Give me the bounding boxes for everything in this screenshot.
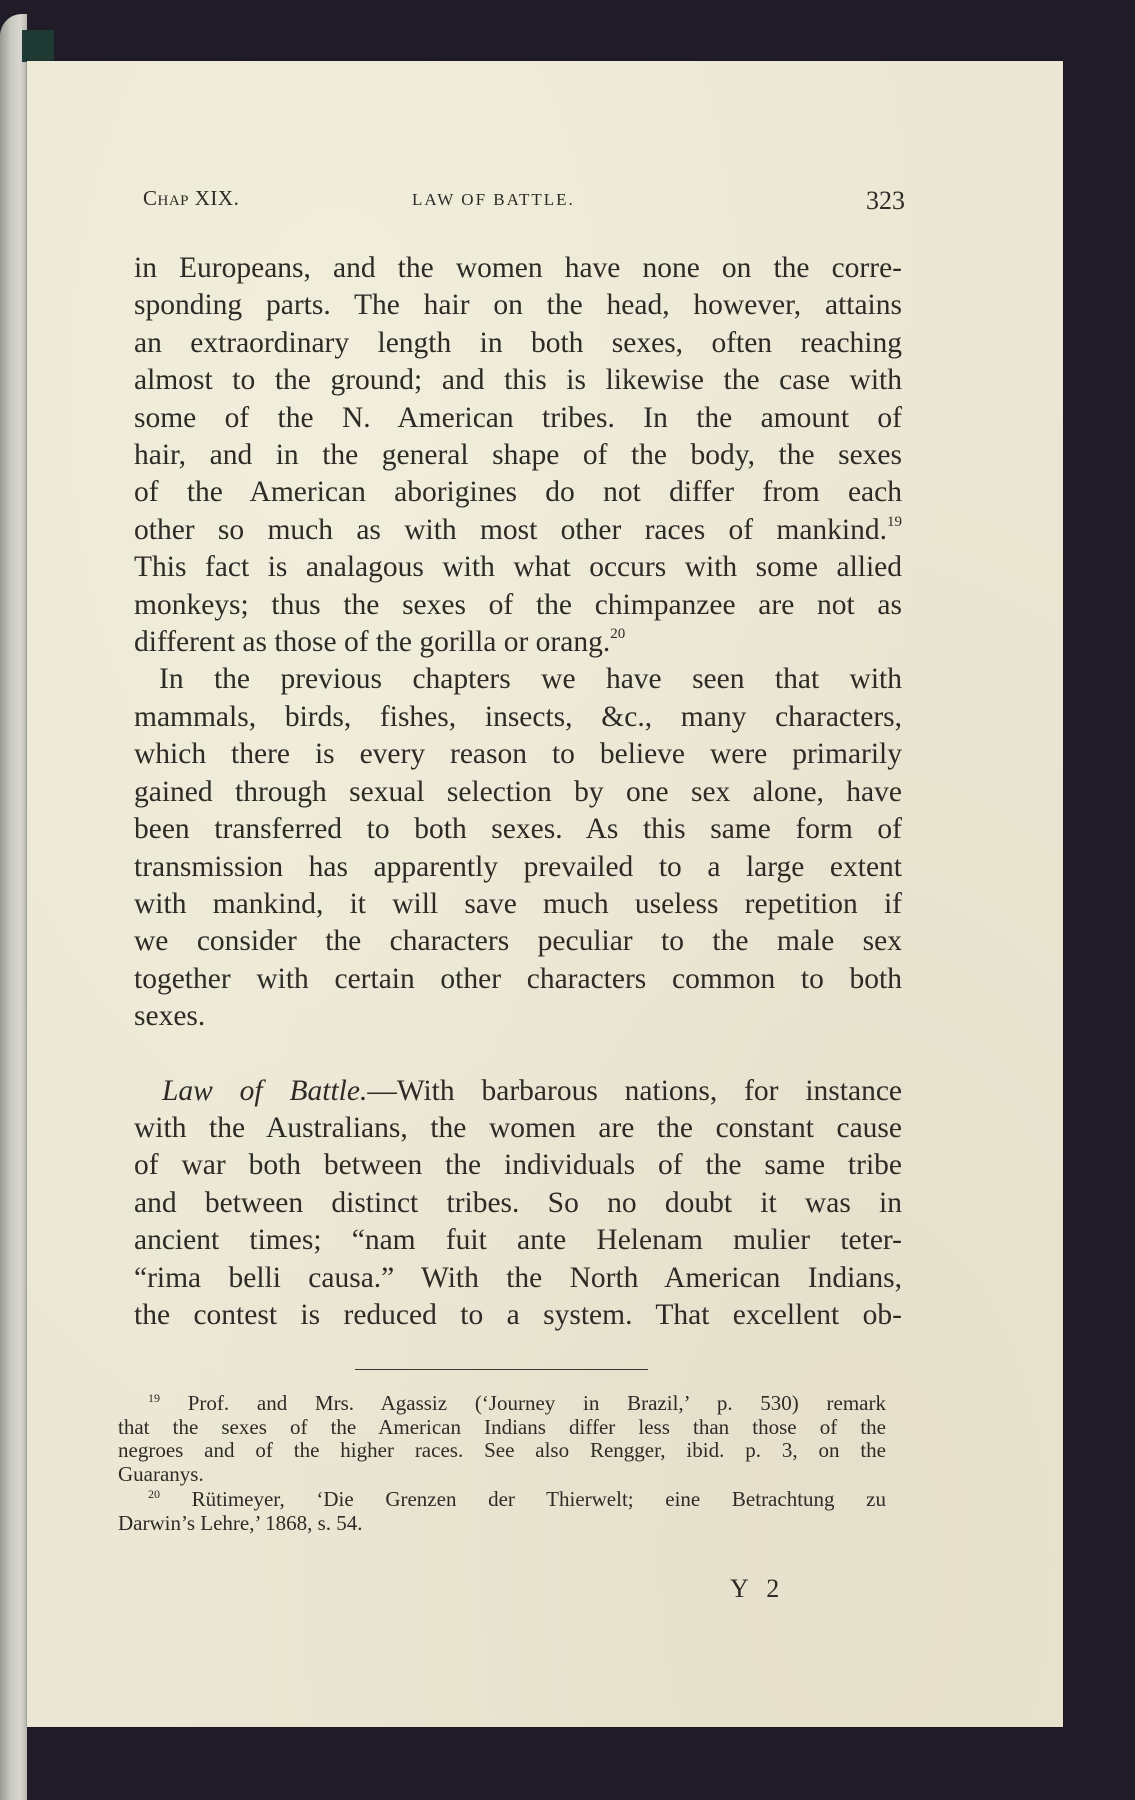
running-head (143, 186, 905, 216)
footnote-number: 19 (148, 1391, 160, 1405)
text-line: with the Australians, the women are the constant cause (134, 1111, 902, 1144)
text-line (134, 512, 902, 549)
text-line: almost to the ground; and this is likewise the case with (134, 364, 902, 397)
footnote-text: Rütimeyer, ‘Die Grenzen der Thierwelt; eine Betrachtung zu (191, 1487, 886, 1511)
text-line: sponding parts. The hair on the head, however, attains (134, 289, 902, 322)
text-line (134, 624, 902, 661)
paragraph (134, 661, 902, 1035)
footnote (118, 1392, 886, 1486)
text-line: monkeys; thus the sexes of the chimpanzee are not as (134, 588, 902, 621)
text-line-content: other so much as with most other races of mankind. (134, 513, 887, 546)
footnote-ref[interactable]: 19 (887, 513, 902, 530)
paragraph (134, 1073, 902, 1335)
text-line: of the American aborigines do not differ from each (134, 476, 902, 509)
footnote-line: Darwin’s Lehre,’ 1868, s. 54. (118, 1510, 363, 1535)
page-number: 323 (866, 186, 905, 215)
text-line-content: different as those of the gorilla or orang. (134, 626, 611, 659)
paragraph (134, 250, 902, 661)
text-line-content: —With barbarous nations, for instance (367, 1074, 903, 1107)
text-line: the contest is reduced to a system. That excellent ob- (134, 1298, 902, 1331)
text-line: been transferred to both sexes. As this same form of (134, 813, 902, 846)
footnote-line (118, 1488, 886, 1512)
text-line: and between distinct tribes. So no doubt it was in (134, 1186, 902, 1219)
section-title: Law of Battle. (162, 1074, 368, 1107)
text-line: This fact is analagous with what occurs with some allied (134, 551, 902, 584)
text-line: together with certain other characters common to both (134, 962, 902, 995)
text-line: “rima belli causa.” With the North American Indians, (134, 1261, 902, 1294)
text-line: transmission has apparently prevailed to a large extent (134, 850, 902, 883)
footnote-rule (355, 1369, 648, 1370)
chapter-label: Chap XIX. (143, 186, 240, 210)
footnote-ref[interactable]: 20 (610, 626, 626, 643)
footnote-text: Prof. and Mrs. Agassiz (‘Journey in Brazil,’ p. 530) remark (187, 1391, 886, 1415)
text-line: mammals, birds, fishes, insects, &c., many characters, (134, 700, 902, 733)
text-line (134, 1073, 902, 1110)
text-line: in Europeans, and the women have none on the corre- (134, 252, 902, 284)
footnote (118, 1488, 886, 1535)
text-line: some of the N. American tribes. In the amount of (134, 401, 902, 434)
text-line: which there is every reason to believe were primarily (134, 738, 902, 771)
facing-page-edge (0, 14, 27, 1800)
running-title: LAW OF BATTLE. (412, 190, 575, 209)
text-line: gained through sexual selection by one sex alone, have (134, 775, 902, 808)
signature-mark: Y 2 (730, 1574, 786, 1603)
text-line: hair, and in the general shape of the body, the sexes (134, 439, 902, 472)
text-line: we consider the characters peculiar to the male sex (134, 925, 902, 958)
footnote-line (118, 1392, 886, 1416)
body-text (134, 250, 902, 1334)
footnotes (118, 1392, 886, 1535)
footnote-number: 20 (148, 1487, 160, 1501)
bookmark-tab (22, 30, 54, 62)
text-line: ancient times; “nam fuit ante Helenam mulier teter- (134, 1224, 902, 1257)
text-line: with mankind, it will save much useless repetition if (134, 887, 902, 920)
footnote-line: that the sexes of the American Indians differ less than those of the (118, 1414, 886, 1439)
text-line: an extraordinary length in both sexes, often reaching (134, 326, 902, 359)
footnote-line: Guaranys. (118, 1461, 204, 1486)
text-line: of war both between the individuals of the same tribe (134, 1149, 902, 1182)
footnote-line: negroes and of the higher races. See also Rengger, ibid. p. 3, on the (118, 1438, 886, 1462)
text-line: In the previous chapters we have seen that with (159, 663, 902, 696)
text-line: sexes. (134, 1000, 206, 1033)
